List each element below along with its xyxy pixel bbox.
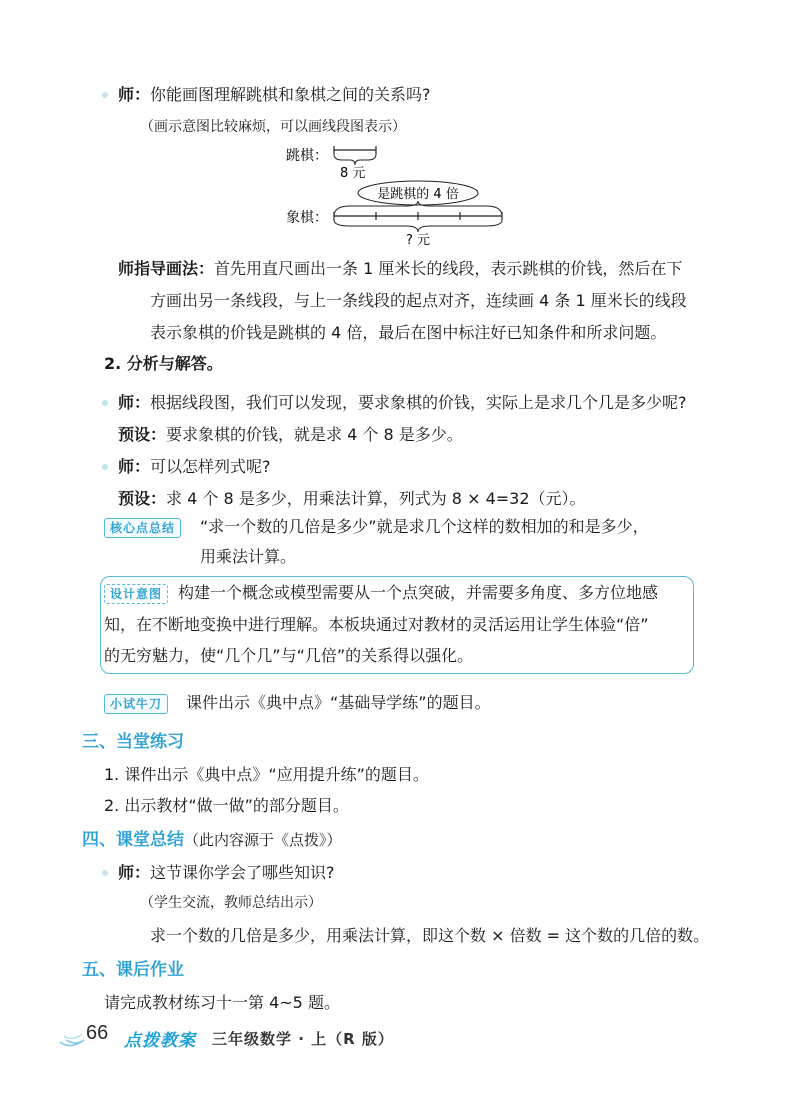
tiaoqi-label: 跳棋： xyxy=(286,148,328,164)
footer-grade: 三年级数学 · 上（R 版） xyxy=(212,1030,394,1048)
tiaoqi-value: 8 元 xyxy=(340,166,366,181)
section-3-title: 三、当堂练习 xyxy=(82,732,184,752)
dialog-note: （画示意图比较麻烦，可以画线段图表示） xyxy=(140,119,406,135)
tiaoqi-brace xyxy=(334,154,376,165)
design-intent-line-2: 知，在不断地变换中进行理解。本板块通过对教材的灵活运用让学生体验“倍” xyxy=(104,615,649,634)
guide-label: 师指导画法： xyxy=(118,259,215,278)
preset-line xyxy=(118,424,463,446)
dialog-text: 这节课你学会了哪些知识? xyxy=(150,863,335,882)
dialog-line xyxy=(118,456,271,478)
xiangqi-brace-bottom xyxy=(334,220,502,232)
speaker-teacher: 师： xyxy=(118,393,151,412)
relation-text: 是跳棋的 4 倍 xyxy=(377,187,459,202)
dialog-line xyxy=(118,84,431,106)
guide-line-3: 表示象棋的价钱是跳棋的 4 倍，最后在图中标注好已知条件和所求问题。 xyxy=(150,323,667,342)
core-summary-line-2: 用乘法计算。 xyxy=(200,547,297,566)
preset-line xyxy=(118,488,586,510)
page-number: 66 xyxy=(86,1022,109,1044)
preset-text: 求 4 个 8 是多少，用乘法计算，列式为 8 × 4=32（元）。 xyxy=(166,489,586,508)
section-4-title: 四、课堂总结 xyxy=(82,830,184,850)
speaker-teacher: 师： xyxy=(118,457,151,476)
dialog-line xyxy=(118,392,687,414)
trial-tag: 小试牛刀 xyxy=(104,694,168,714)
bullet-dot xyxy=(102,400,108,406)
section-4-note: （此内容源于《点拨》） xyxy=(184,831,342,849)
core-summary-line-1: “求一个数的几倍是多少”就是求几个这样的数相加的和是多少， xyxy=(200,517,649,536)
guide-text-1: 首先用直尺画出一条 1 厘米长的线段，表示跳棋的价钱，然后在下 xyxy=(214,259,683,278)
section-5-title: 五、课后作业 xyxy=(82,960,184,980)
section-4-heading xyxy=(82,828,342,852)
core-summary-tag: 核心点总结 xyxy=(104,518,181,538)
section-5-text: 请完成教材练习十一第 4~5 题。 xyxy=(104,993,340,1012)
speaker-teacher: 师： xyxy=(118,85,151,104)
section-3-item-1: 1. 课件出示《典中点》“应用提升练”的题目。 xyxy=(104,765,429,784)
dialog-line xyxy=(118,862,335,884)
preset-text: 要求象棋的价钱，就是求 4 个 8 是多少。 xyxy=(166,425,463,444)
section-4-sub: （学生交流，教师总结出示） xyxy=(140,895,322,911)
footer-logo: 点拨教案 xyxy=(124,1031,196,1051)
bullet-dot xyxy=(102,870,108,876)
design-intent-tag: 设计意图 xyxy=(104,584,168,604)
design-intent-line-1: 构建一个概念或模型需要从一个点突破，并需要多角度、多方位地感 xyxy=(178,583,659,602)
section-3-item-2: 2. 出示教材“做一做”的部分题目。 xyxy=(104,796,349,815)
bullet-dot xyxy=(102,92,108,98)
guide-line-1 xyxy=(118,258,682,280)
xiangqi-value: ? 元 xyxy=(406,233,431,248)
design-intent-line-3: 的无穷魅力，使“几个几”与“几倍”的关系得以强化。 xyxy=(104,646,474,665)
section-2-title: 2. 分析与解答。 xyxy=(104,354,223,373)
trial-text: 课件出示《典中点》“基础导学练”的题目。 xyxy=(186,693,491,712)
dialog-text: 你能画图理解跳棋和象棋之间的关系吗? xyxy=(150,85,431,104)
xiangqi-label: 象棋： xyxy=(286,210,328,226)
bullet-dot xyxy=(102,464,108,470)
dialog-text: 可以怎样列式呢? xyxy=(150,457,271,476)
preset-label: 预设： xyxy=(118,425,167,444)
section-4-summary: 求一个数的几倍是多少，用乘法计算，即这个数 × 倍数 = 这个数的几倍的数。 xyxy=(150,926,710,945)
guide-line-2: 方画出另一条线段，与上一条线段的起点对齐，连续画 4 条 1 厘米长的线段 xyxy=(150,291,687,310)
dialog-text: 根据线段图，我们可以发现，要求象棋的价钱，实际上是求几个几是多少呢? xyxy=(150,393,687,412)
line-segment-diagram xyxy=(280,140,520,250)
speaker-teacher: 师： xyxy=(118,863,151,882)
preset-label: 预设： xyxy=(118,489,167,508)
